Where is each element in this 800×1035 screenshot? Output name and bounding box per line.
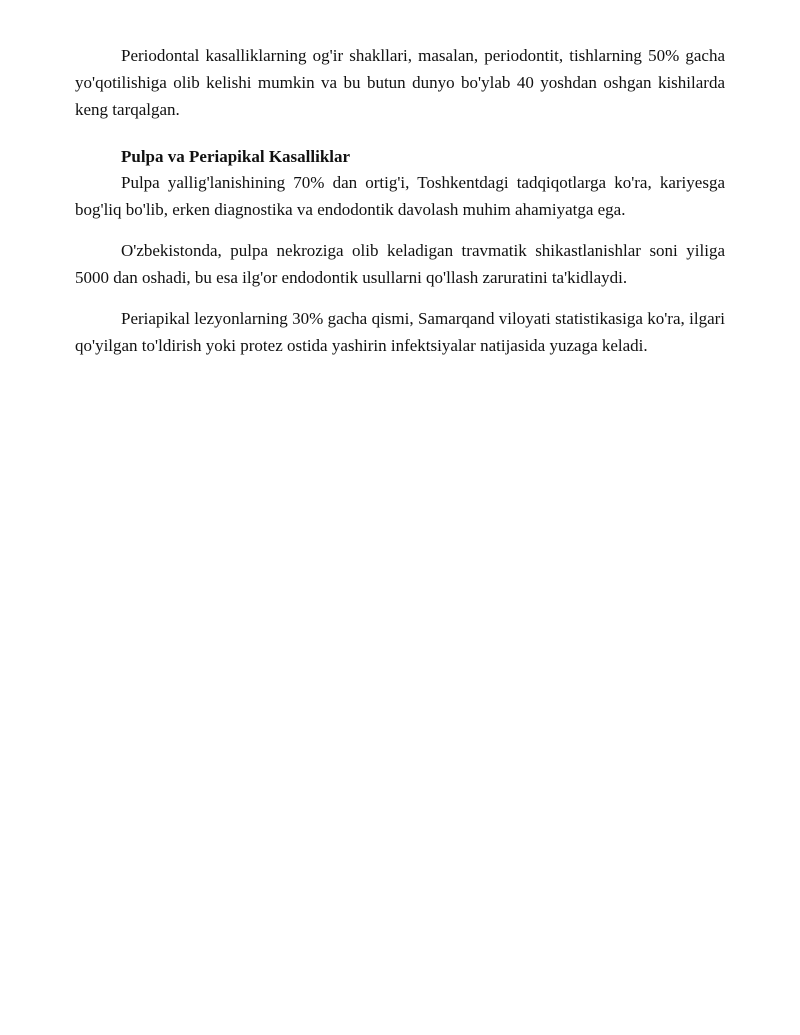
- paragraph-periodontal: Periodontal kasalliklarning og'ir shakllari, masalan, periodontit, tishlarning 50% gacha yo'qotilishiga olib kelishi mumkin va bu butun dunyo bo'ylab 40 yoshdan oshgan kishilarda keng tarqalgan.: [75, 46, 725, 119]
- document-page: [75, 42, 725, 359]
- section-heading: Pulpa va Periapikal Kasalliklar: [121, 147, 351, 166]
- paragraph-uzbekistan-trauma: O'zbekistonda, pulpa nekroziga olib keladigan travmatik shikastlanishlar soni yiliga 5000 dan oshadi, bu esa ilg'or endodontik usullarni qo'llash zaruratini ta'kidlaydi.: [75, 241, 725, 287]
- spacer: [75, 223, 725, 237]
- paragraph-periapical-lesions: Periapikal lezyonlarning 30% gacha qismi, Samarqand viloyati statistikasiga ko'ra, ilgari qo'yilgan to'ldirish yoki protez ostida yashirin infektsiyalar natijasida yuzaga keladi.: [75, 309, 725, 355]
- spacer: [75, 123, 725, 145]
- paragraph-pulpa-inflammation: Pulpa yallig'lanishining 70% dan ortig'i, Toshkentdagi tadqiqotlarga ko'ra, kariyesga bog'liq bo'lib, erken diagnostika va endodontik davolash muhim ahamiyatga ega.: [75, 173, 725, 219]
- spacer: [75, 291, 725, 305]
